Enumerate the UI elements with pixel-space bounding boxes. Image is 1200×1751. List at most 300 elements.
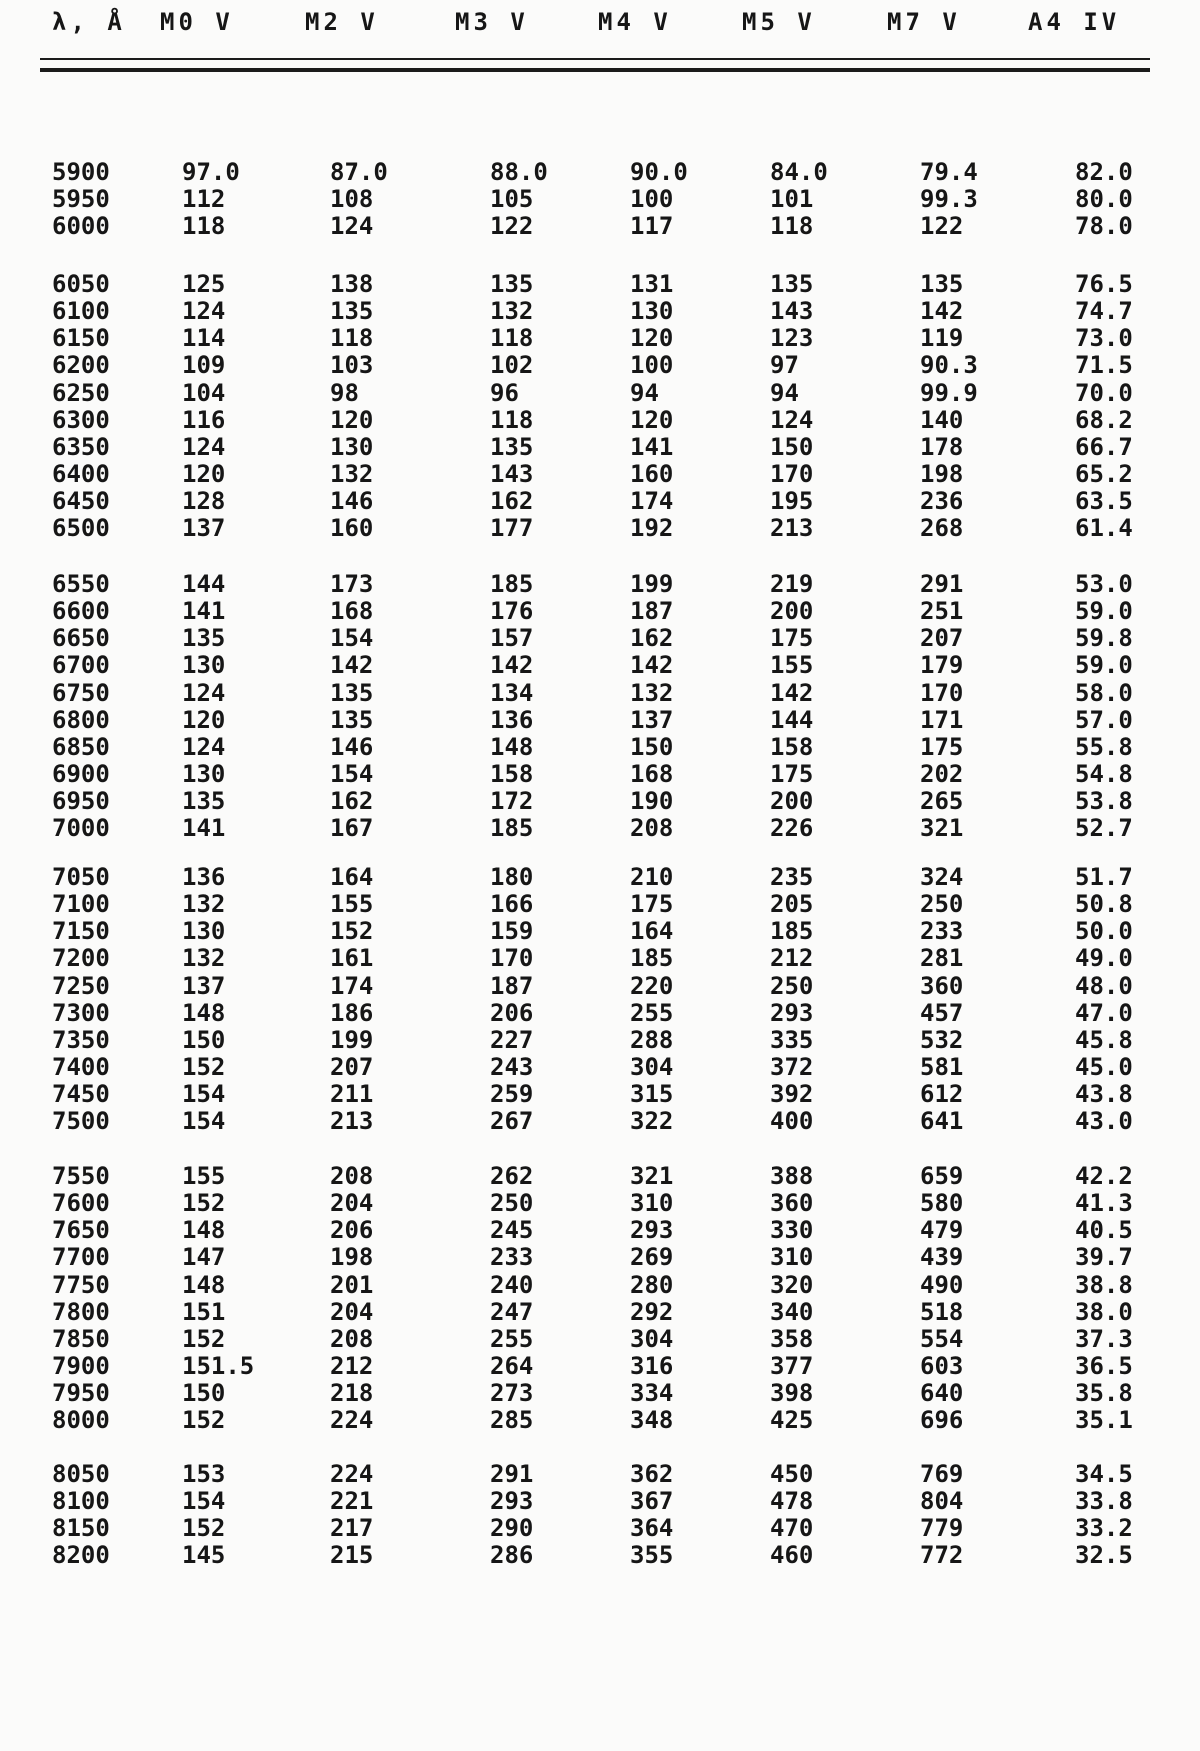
cell-m3v: 264 (490, 1352, 534, 1381)
cell-m3v: 102 (490, 351, 534, 380)
cell-m5v: 219 (770, 570, 814, 598)
cell-m0v: 128 (182, 487, 226, 516)
cell-m5v: 478 (770, 1487, 814, 1516)
cell-m2v: 154 (330, 760, 374, 789)
cell-a4iv: 82.0 (1075, 158, 1133, 186)
cell-m3v: 122 (490, 212, 534, 241)
cell-m7v: 580 (920, 1189, 964, 1218)
table-row (0, 212, 1200, 242)
cell-m2v: 168 (330, 597, 374, 626)
table-row (0, 787, 1200, 817)
cell-m4v: 100 (630, 185, 674, 214)
cell-m7v: 175 (920, 732, 964, 761)
cell-m2v: 162 (330, 787, 374, 816)
cell-m7v: 119 (920, 324, 964, 353)
cell-m5v: 388 (770, 1162, 814, 1190)
cell-m0v: 132 (182, 890, 226, 919)
cell-wavelength: 7650 (52, 1216, 110, 1245)
cell-m5v: 340 (770, 1297, 814, 1326)
cell-m2v: 212 (330, 1352, 374, 1381)
cell-m7v: 581 (920, 1053, 964, 1082)
column-header-wavelength: λ, Å (52, 8, 126, 36)
cell-a4iv: 59.8 (1075, 624, 1133, 653)
cell-m0v: 148 (182, 1216, 226, 1245)
cell-a4iv: 61.4 (1075, 514, 1133, 543)
table-row (0, 1026, 1200, 1056)
cell-m0v: 112 (182, 185, 226, 214)
cell-m0v: 145 (182, 1541, 226, 1570)
cell-m2v: 152 (330, 917, 374, 946)
cell-m4v: 304 (630, 1324, 674, 1353)
cell-m5v: 195 (770, 487, 814, 516)
cell-m2v: 198 (330, 1243, 374, 1272)
cell-m2v: 211 (330, 1080, 374, 1109)
cell-m4v: 168 (630, 760, 674, 789)
table-row (0, 270, 1200, 300)
cell-m3v: 233 (490, 1243, 534, 1272)
cell-m7v: 198 (920, 460, 964, 489)
cell-m4v: 187 (630, 597, 674, 626)
cell-m4v: 355 (630, 1541, 674, 1570)
cell-m0v: 120 (182, 705, 226, 734)
table-row (0, 1162, 1200, 1192)
cell-wavelength: 6400 (52, 460, 110, 489)
cell-m4v: 94 (630, 378, 659, 407)
table-row (0, 760, 1200, 790)
cell-m4v: 322 (630, 1107, 674, 1136)
table-row (0, 1406, 1200, 1436)
cell-m4v: 210 (630, 863, 674, 891)
cell-m0v: 97.0 (182, 158, 240, 186)
cell-a4iv: 63.5 (1075, 487, 1133, 516)
cell-m2v: 201 (330, 1270, 374, 1299)
cell-m7v: 439 (920, 1243, 964, 1272)
cell-m3v: 273 (490, 1379, 534, 1408)
cell-m5v: 372 (770, 1053, 814, 1082)
cell-a4iv: 71.5 (1075, 351, 1133, 380)
cell-m7v: 250 (920, 890, 964, 919)
cell-m4v: 137 (630, 705, 674, 734)
cell-m2v: 221 (330, 1487, 374, 1516)
cell-m4v: 364 (630, 1514, 674, 1543)
cell-m0v: 141 (182, 597, 226, 626)
cell-m5v: 235 (770, 863, 814, 891)
cell-a4iv: 35.1 (1075, 1406, 1133, 1435)
cell-m2v: 138 (330, 270, 374, 298)
cell-m3v: 118 (490, 405, 534, 434)
table-row (0, 406, 1200, 436)
cell-m5v: 392 (770, 1080, 814, 1109)
cell-m5v: 158 (770, 732, 814, 761)
cell-m3v: 185 (490, 814, 534, 843)
cell-m5v: 155 (770, 651, 814, 680)
cell-m3v: 96 (490, 378, 519, 407)
cell-wavelength: 6550 (52, 570, 110, 598)
cell-m4v: 100 (630, 351, 674, 380)
cell-m2v: 217 (330, 1514, 374, 1543)
cell-m5v: 84.0 (770, 158, 828, 186)
cell-m4v: 334 (630, 1379, 674, 1408)
cell-wavelength: 7800 (52, 1297, 110, 1326)
cell-wavelength: 6450 (52, 487, 110, 516)
cell-m2v: 118 (330, 324, 374, 353)
cell-a4iv: 59.0 (1075, 651, 1133, 680)
cell-a4iv: 41.3 (1075, 1189, 1133, 1218)
cell-m5v: 94 (770, 378, 799, 407)
cell-m4v: 362 (630, 1460, 674, 1488)
cell-wavelength: 8100 (52, 1487, 110, 1516)
cell-m4v: 185 (630, 944, 674, 973)
cell-m4v: 316 (630, 1352, 674, 1381)
table-row (0, 972, 1200, 1002)
cell-a4iv: 48.0 (1075, 971, 1133, 1000)
cell-m2v: 161 (330, 944, 374, 973)
cell-m5v: 123 (770, 324, 814, 353)
cell-a4iv: 68.2 (1075, 405, 1133, 434)
cell-m3v: 176 (490, 597, 534, 626)
cell-wavelength: 7700 (52, 1243, 110, 1272)
table-row (0, 1298, 1200, 1328)
table-row (0, 297, 1200, 327)
cell-m7v: 179 (920, 651, 964, 680)
cell-m4v: 321 (630, 1162, 674, 1190)
cell-m2v: 142 (330, 651, 374, 680)
cell-m4v: 280 (630, 1270, 674, 1299)
cell-m5v: 144 (770, 705, 814, 734)
cell-wavelength: 8200 (52, 1541, 110, 1570)
cell-m7v: 99.3 (920, 185, 978, 214)
cell-m4v: 310 (630, 1189, 674, 1218)
cell-m0v: 130 (182, 917, 226, 946)
cell-m4v: 130 (630, 297, 674, 326)
cell-a4iv: 33.8 (1075, 1487, 1133, 1516)
cell-m4v: 117 (630, 212, 674, 241)
cell-m5v: 135 (770, 270, 814, 298)
cell-m4v: 160 (630, 460, 674, 489)
cell-m7v: 207 (920, 624, 964, 653)
cell-m5v: 250 (770, 971, 814, 1000)
cell-m5v: 470 (770, 1514, 814, 1543)
table-row (0, 1352, 1200, 1382)
cell-m0v: 153 (182, 1460, 226, 1488)
cell-a4iv: 47.0 (1075, 998, 1133, 1027)
cell-m4v: 90.0 (630, 158, 688, 186)
cell-m3v: 243 (490, 1053, 534, 1082)
cell-m2v: 135 (330, 705, 374, 734)
cell-m4v: 162 (630, 624, 674, 653)
cell-a4iv: 53.8 (1075, 787, 1133, 816)
cell-m5v: 124 (770, 405, 814, 434)
cell-a4iv: 59.0 (1075, 597, 1133, 626)
cell-wavelength: 5950 (52, 185, 110, 214)
cell-m3v: 143 (490, 460, 534, 489)
cell-m7v: 532 (920, 1025, 964, 1054)
cell-m2v: 146 (330, 732, 374, 761)
table-row (0, 597, 1200, 627)
table-row (0, 460, 1200, 490)
cell-m7v: 603 (920, 1352, 964, 1381)
cell-wavelength: 6800 (52, 705, 110, 734)
column-header-m2v: M2 V (305, 8, 379, 36)
cell-wavelength: 6850 (52, 732, 110, 761)
cell-m7v: 140 (920, 405, 964, 434)
table-row (0, 379, 1200, 409)
cell-m2v: 224 (330, 1460, 374, 1488)
cell-wavelength: 7300 (52, 998, 110, 1027)
cell-m4v: 288 (630, 1025, 674, 1054)
cell-m2v: 218 (330, 1379, 374, 1408)
cell-a4iv: 42.2 (1075, 1162, 1133, 1190)
cell-m7v: 233 (920, 917, 964, 946)
cell-wavelength: 6900 (52, 760, 110, 789)
table-row (0, 1216, 1200, 1246)
cell-m4v: 141 (630, 432, 674, 461)
cell-m0v: 154 (182, 1487, 226, 1516)
table-row (0, 514, 1200, 544)
cell-m5v: 185 (770, 917, 814, 946)
cell-m3v: 245 (490, 1216, 534, 1245)
cell-m5v: 400 (770, 1107, 814, 1136)
table-row (0, 1107, 1200, 1137)
cell-a4iv: 43.8 (1075, 1080, 1133, 1109)
cell-m4v: 292 (630, 1297, 674, 1326)
column-header-m5v: M5 V (742, 8, 816, 36)
cell-m2v: 103 (330, 351, 374, 380)
cell-wavelength: 7150 (52, 917, 110, 946)
cell-m0v: 125 (182, 270, 226, 298)
cell-m7v: 479 (920, 1216, 964, 1245)
cell-m3v: 134 (490, 678, 534, 707)
cell-m3v: 206 (490, 998, 534, 1027)
table-row (0, 1514, 1200, 1544)
cell-m7v: 640 (920, 1379, 964, 1408)
cell-wavelength: 6500 (52, 514, 110, 543)
cell-m4v: 199 (630, 570, 674, 598)
cell-wavelength: 7500 (52, 1107, 110, 1136)
cell-wavelength: 7200 (52, 944, 110, 973)
cell-m0v: 116 (182, 405, 226, 434)
cell-m0v: 152 (182, 1406, 226, 1435)
cell-m4v: 269 (630, 1243, 674, 1272)
cell-m5v: 320 (770, 1270, 814, 1299)
cell-m5v: 200 (770, 787, 814, 816)
cell-m4v: 348 (630, 1406, 674, 1435)
table-row (0, 863, 1200, 893)
cell-m2v: 173 (330, 570, 374, 598)
cell-wavelength: 7000 (52, 814, 110, 843)
cell-wavelength: 6950 (52, 787, 110, 816)
cell-m4v: 255 (630, 998, 674, 1027)
cell-m0v: 147 (182, 1243, 226, 1272)
cell-m7v: 612 (920, 1080, 964, 1109)
cell-a4iv: 65.2 (1075, 460, 1133, 489)
cell-m7v: 659 (920, 1162, 964, 1190)
cell-m7v: 518 (920, 1297, 964, 1326)
cell-wavelength: 6200 (52, 351, 110, 380)
cell-m5v: 212 (770, 944, 814, 973)
cell-m0v: 155 (182, 1162, 226, 1190)
cell-m3v: 185 (490, 570, 534, 598)
cell-a4iv: 43.0 (1075, 1107, 1133, 1136)
table-row (0, 999, 1200, 1029)
cell-m4v: 190 (630, 787, 674, 816)
cell-m2v: 199 (330, 1025, 374, 1054)
cell-m0v: 118 (182, 212, 226, 241)
cell-m5v: 118 (770, 212, 814, 241)
cell-m0v: 152 (182, 1514, 226, 1543)
table-row (0, 814, 1200, 844)
cell-m4v: 192 (630, 514, 674, 543)
cell-m5v: 213 (770, 514, 814, 543)
cell-m7v: 79.4 (920, 158, 978, 186)
cell-m5v: 398 (770, 1379, 814, 1408)
cell-wavelength: 6050 (52, 270, 110, 298)
cell-wavelength: 7750 (52, 1270, 110, 1299)
cell-m0v: 124 (182, 432, 226, 461)
table-row (0, 1541, 1200, 1571)
cell-m7v: 490 (920, 1270, 964, 1299)
cell-m4v: 164 (630, 917, 674, 946)
cell-m2v: 124 (330, 212, 374, 241)
cell-wavelength: 7850 (52, 1324, 110, 1353)
cell-m0v: 154 (182, 1107, 226, 1136)
cell-m7v: 360 (920, 971, 964, 1000)
table-row (0, 570, 1200, 600)
column-header-m0v: M0 V (160, 8, 234, 36)
table-row (0, 1325, 1200, 1355)
cell-m3v: 162 (490, 487, 534, 516)
cell-m7v: 265 (920, 787, 964, 816)
cell-a4iv: 37.3 (1075, 1324, 1133, 1353)
cell-a4iv: 66.7 (1075, 432, 1133, 461)
cell-m4v: 315 (630, 1080, 674, 1109)
cell-m5v: 360 (770, 1189, 814, 1218)
cell-m0v: 141 (182, 814, 226, 843)
column-header-m4v: M4 V (598, 8, 672, 36)
cell-m5v: 205 (770, 890, 814, 919)
cell-a4iv: 80.0 (1075, 185, 1133, 214)
cell-m0v: 150 (182, 1025, 226, 1054)
cell-wavelength: 6750 (52, 678, 110, 707)
cell-m7v: 291 (920, 570, 964, 598)
cell-m0v: 152 (182, 1053, 226, 1082)
table-row (0, 624, 1200, 654)
cell-m7v: 457 (920, 998, 964, 1027)
cell-m4v: 304 (630, 1053, 674, 1082)
table-row (0, 433, 1200, 463)
cell-m7v: 122 (920, 212, 964, 241)
table-row (0, 733, 1200, 763)
cell-m0v: 148 (182, 1270, 226, 1299)
cell-wavelength: 7600 (52, 1189, 110, 1218)
cell-m4v: 142 (630, 651, 674, 680)
cell-a4iv: 50.0 (1075, 917, 1133, 946)
cell-m2v: 174 (330, 971, 374, 1000)
cell-wavelength: 8050 (52, 1460, 110, 1488)
cell-m0v: 124 (182, 678, 226, 707)
cell-m5v: 310 (770, 1243, 814, 1272)
cell-a4iv: 39.7 (1075, 1243, 1133, 1272)
cell-wavelength: 6600 (52, 597, 110, 626)
cell-m3v: 247 (490, 1297, 534, 1326)
cell-m3v: 172 (490, 787, 534, 816)
cell-m3v: 166 (490, 890, 534, 919)
cell-wavelength: 7100 (52, 890, 110, 919)
cell-m4v: 120 (630, 324, 674, 353)
cell-a4iv: 58.0 (1075, 678, 1133, 707)
cell-a4iv: 49.0 (1075, 944, 1133, 973)
cell-wavelength: 7050 (52, 863, 110, 891)
cell-m2v: 207 (330, 1053, 374, 1082)
cell-m5v: 450 (770, 1460, 814, 1488)
cell-m0v: 130 (182, 760, 226, 789)
cell-a4iv: 78.0 (1075, 212, 1133, 241)
cell-m3v: 142 (490, 651, 534, 680)
cell-m3v: 148 (490, 732, 534, 761)
cell-m5v: 358 (770, 1324, 814, 1353)
cell-m7v: 90.3 (920, 351, 978, 380)
cell-m7v: 281 (920, 944, 964, 973)
cell-a4iv: 76.5 (1075, 270, 1133, 298)
cell-a4iv: 34.5 (1075, 1460, 1133, 1488)
cell-m2v: 132 (330, 460, 374, 489)
cell-a4iv: 52.7 (1075, 814, 1133, 843)
cell-m2v: 130 (330, 432, 374, 461)
cell-m7v: 769 (920, 1460, 964, 1488)
cell-m5v: 142 (770, 678, 814, 707)
cell-a4iv: 74.7 (1075, 297, 1133, 326)
cell-wavelength: 6250 (52, 378, 110, 407)
cell-m3v: 240 (490, 1270, 534, 1299)
cell-m0v: 114 (182, 324, 226, 353)
cell-m4v: 174 (630, 487, 674, 516)
cell-wavelength: 6300 (52, 405, 110, 434)
cell-m0v: 152 (182, 1189, 226, 1218)
cell-m0v: 154 (182, 1080, 226, 1109)
cell-m2v: 215 (330, 1541, 374, 1570)
table-row (0, 1460, 1200, 1490)
cell-m5v: 170 (770, 460, 814, 489)
cell-m0v: 148 (182, 998, 226, 1027)
cell-m0v: 132 (182, 944, 226, 973)
cell-m5v: 175 (770, 760, 814, 789)
cell-m2v: 206 (330, 1216, 374, 1245)
cell-m0v: 152 (182, 1324, 226, 1353)
cell-m2v: 224 (330, 1406, 374, 1435)
cell-m0v: 124 (182, 732, 226, 761)
cell-m7v: 779 (920, 1514, 964, 1543)
table-row (0, 1487, 1200, 1517)
cell-m4v: 120 (630, 405, 674, 434)
cell-wavelength: 7900 (52, 1352, 110, 1381)
cell-m3v: 177 (490, 514, 534, 543)
cell-m7v: 251 (920, 597, 964, 626)
cell-wavelength: 7550 (52, 1162, 110, 1190)
cell-m3v: 88.0 (490, 158, 548, 186)
cell-m3v: 286 (490, 1541, 534, 1570)
cell-m4v: 208 (630, 814, 674, 843)
cell-m5v: 293 (770, 998, 814, 1027)
cell-m3v: 293 (490, 1487, 534, 1516)
cell-m5v: 335 (770, 1025, 814, 1054)
cell-m3v: 159 (490, 917, 534, 946)
cell-a4iv: 33.2 (1075, 1514, 1133, 1543)
cell-m5v: 97 (770, 351, 799, 380)
cell-m2v: 120 (330, 405, 374, 434)
cell-wavelength: 6350 (52, 432, 110, 461)
cell-m7v: 772 (920, 1541, 964, 1570)
cell-a4iv: 55.8 (1075, 732, 1133, 761)
